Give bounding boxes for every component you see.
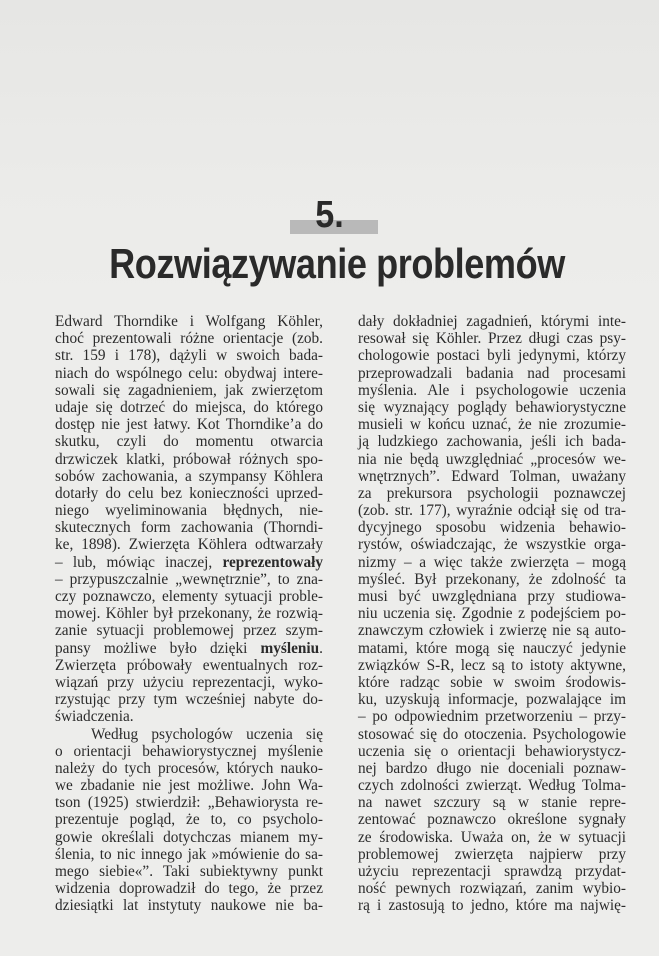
text-line (55, 433, 323, 450)
text-segment: rzystując przy tym wcześniej nabyte do- (55, 691, 323, 709)
text-line (358, 846, 626, 863)
text-line (55, 536, 323, 553)
text-line (55, 365, 323, 382)
text-segment: rą i zastosują to jedno, które ma najwię- (358, 897, 626, 915)
text-segment: nia nie będą uwzględniać „procesów we- (358, 450, 626, 468)
text-segment: dziesiątki lat instytuty naukowe nie ba- (55, 897, 323, 915)
text-segment: należy do tych procesów, których nauko- (55, 759, 323, 777)
text-line (55, 588, 323, 605)
text-segment: zentować poznawczo określone sygnały (358, 811, 626, 829)
bold-term: reprezentowały (222, 553, 323, 571)
text-line (55, 330, 323, 347)
text-segment: musi być uwzględniana przy studiowa- (358, 588, 626, 605)
text-segment: matami, które mogą się nauczyć jedynie (358, 639, 626, 657)
text-segment: czych zdolności zwierząt. Według Tolma- (358, 777, 626, 795)
text-line (358, 399, 626, 416)
text-line (55, 863, 323, 880)
text-segment: chologowie postaci byli jedynymi, którzy (358, 347, 626, 365)
text-line (358, 536, 626, 553)
text-segment: skutecznych form zachowania (Thorndi- (55, 519, 323, 537)
text-line (358, 433, 626, 450)
text-line (55, 880, 323, 897)
text-line (55, 502, 323, 519)
text-segment: Według psychologów uczenia się (91, 725, 323, 743)
text-segment: wiązań przy użyciu reprezentacji, wyko- (55, 673, 323, 691)
text-line (358, 365, 626, 382)
text-segment: użyciu reprezentacji sprawdzą przydat- (358, 863, 626, 880)
text-line (358, 416, 626, 433)
text-line (55, 829, 323, 846)
text-segment: ke, 1898). Zwierzęta Köhlera odtwarzały (55, 536, 323, 554)
text-line (55, 416, 323, 433)
text-line (358, 622, 626, 639)
text-segment: niu uczenia się. Zgodnie z podejściem po- (358, 605, 626, 623)
text-segment: dycyjnego sposobu widzenia behawio- (358, 519, 626, 537)
text-segment: związków S-R, lecz są to istoty aktywne, (358, 656, 626, 674)
text-segment: nej bardzo długo nie doceniali poznaw- (358, 759, 626, 777)
text-line (55, 519, 323, 536)
text-segment: – lub, mówiąc inaczej, (55, 553, 223, 571)
text-line (55, 382, 323, 399)
text-segment: które radząc sobie w swoim środowis- (358, 673, 626, 691)
text-segment: problemowej zwierzęta najpierw przy (358, 845, 626, 863)
text-line (358, 330, 626, 347)
text-segment: – przypuszczalnie „wewnętrznie”, to zna- (55, 570, 323, 588)
left-column (55, 313, 323, 915)
text-line (358, 485, 626, 502)
text-segment: ku, uzyskują informacje, pozwalające im (358, 691, 626, 709)
text-line (358, 382, 626, 399)
text-line (55, 468, 323, 485)
text-segment: mowej. Köhler był przekonany, że rozwią- (55, 605, 323, 623)
text-line (55, 657, 323, 674)
text-segment: ze środowiska. Uważa on, że w sytuacji (358, 828, 626, 846)
text-segment: niach do wspólnego celu: obydwaj intere- (55, 364, 323, 382)
text-line (55, 622, 323, 639)
text-line (55, 554, 323, 571)
text-segment: drzwiczek klatki, próbował różnych spo- (55, 450, 323, 468)
text-segment: ją ludzkiego zachowania, jeśli ich bada- (358, 433, 626, 451)
text-segment: rystów, oświadczając, że wszystkie orga- (358, 536, 626, 554)
text-line (358, 674, 626, 691)
text-line (55, 571, 323, 588)
text-line (358, 657, 626, 674)
text-segment: tson (1925) stwierdził: „Behawiorysta re- (55, 794, 323, 812)
chapter-number: 5. (315, 194, 344, 236)
chapter-title: Rozwiązywanie problemów (109, 240, 565, 287)
text-line (358, 897, 626, 914)
text-line (55, 897, 323, 914)
text-segment: we zbadanie nie jest możliwe. John Wa- (55, 777, 323, 795)
text-segment: myślenia. Ale i psychologowie uczenia (358, 381, 626, 399)
text-segment: mego siebie«”. Taki subiektywny punkt (55, 863, 323, 880)
text-line (55, 605, 323, 622)
text-line (55, 743, 323, 760)
text-line (55, 726, 323, 743)
text-segment: skutku, czyli do momentu otwarcia (55, 433, 323, 451)
text-segment: zanie sytuacji problemowej przez szym- (55, 622, 323, 640)
text-line (358, 863, 626, 880)
text-segment: nizmy – a więc także zwierzęta – mogą (358, 553, 626, 571)
text-segment: sowali się zagadnieniem, jak zwierzętom (55, 381, 323, 399)
text-line (358, 743, 626, 760)
text-line (358, 347, 626, 364)
text-segment: się wyznający poglądy behawiorystyczne (358, 398, 626, 416)
text-segment: dały dokładniej zagadnień, którymi inte- (358, 313, 626, 330)
text-line (55, 674, 323, 691)
text-line (55, 794, 323, 811)
text-line (55, 347, 323, 364)
text-segment: Zwierzęta próbowały ewentualnych roz- (55, 656, 323, 674)
text-segment: str. 159 i 178), dążyli w swoich bada- (55, 347, 323, 365)
text-line (358, 726, 626, 743)
text-line (55, 691, 323, 708)
text-line (358, 313, 626, 330)
text-line (55, 399, 323, 416)
text-line (55, 451, 323, 468)
text-segment: pansy możliwe było dzięki (55, 639, 261, 657)
text-line (55, 313, 323, 330)
text-line (358, 468, 626, 485)
text-segment: wnętrznych”. Edward Tolman, uważany (358, 467, 626, 485)
text-line (55, 811, 323, 828)
text-segment: przeprowadzali badania nad procesami (358, 364, 626, 382)
text-line (358, 880, 626, 897)
text-segment: musieli w końcu uznać, że nie zrozumie- (358, 416, 626, 434)
text-segment: gowie określali dotychczas mianem my- (55, 828, 323, 846)
text-segment: czy poznawczo, elementy sytuacji proble- (55, 588, 323, 605)
text-segment: dotarły do celu bez konieczności uprzed- (55, 484, 323, 502)
text-segment: resował się Köhler. Przez długi czas psy- (358, 330, 626, 348)
text-segment: na nawet szczury są w stanie repre- (358, 794, 626, 812)
right-column (358, 313, 626, 915)
text-segment: – po odpowiednim przetworzeniu – przy- (358, 708, 626, 726)
text-segment: stosować się do otoczenia. Psychologowie (358, 725, 626, 743)
text-segment: . (319, 639, 323, 657)
text-line (55, 777, 323, 794)
text-segment: uczenia się o orientacji behawiorystycz- (358, 742, 626, 760)
text-segment: za prekursora psychologii poznawczej (358, 484, 626, 502)
text-line (55, 760, 323, 777)
text-segment: ność pewnych rozwiązań, zanim wybio- (358, 880, 626, 898)
text-segment: widzenia doprowadził do tego, że przez (55, 880, 323, 898)
text-segment: sobów zachowania, a szympansy Köhlera (55, 467, 323, 485)
text-line (358, 691, 626, 708)
text-segment: świadczenia. (55, 708, 134, 726)
text-line (358, 588, 626, 605)
text-segment: o orientacji behawiorystycznej myślenie (55, 742, 323, 760)
text-line (358, 760, 626, 777)
text-segment: dostęp nie jest łatwy. Kot Thorndike’a do (55, 416, 323, 434)
text-segment: niego wyeliminowania błędnych, nie- (55, 502, 323, 520)
bold-term: myśleniu (260, 639, 320, 657)
text-segment: myśleć. Był przekonany, że zdolność ta (358, 570, 626, 588)
text-line (55, 846, 323, 863)
text-line (358, 571, 626, 588)
text-line (358, 554, 626, 571)
text-line (55, 640, 323, 657)
text-segment: choć prezentowali różne orientacje (zob. (55, 330, 323, 348)
text-line (358, 451, 626, 468)
text-line (358, 708, 626, 725)
text-line (55, 485, 323, 502)
text-segment: ślenia, to nic innego jak »mówienie do sa- (55, 845, 323, 863)
text-segment: znawczym człowiek i zwierzę nie są auto- (358, 622, 626, 640)
text-line (358, 519, 626, 536)
text-line (358, 777, 626, 794)
text-line (358, 605, 626, 622)
text-segment: prezentuje pogląd, że to, co psycholo- (55, 811, 323, 829)
text-line (358, 794, 626, 811)
text-line (358, 640, 626, 657)
text-segment: Edward Thorndike i Wolfgang Köhler, (55, 313, 323, 330)
text-line (358, 502, 626, 519)
text-line (358, 829, 626, 846)
text-segment: (zob. str. 177), wyraźnie odciął się od tra- (358, 502, 626, 520)
text-segment: udaje się dotrzeć do miejsca, do którego (55, 398, 323, 416)
text-line (358, 811, 626, 828)
text-line (55, 708, 323, 725)
